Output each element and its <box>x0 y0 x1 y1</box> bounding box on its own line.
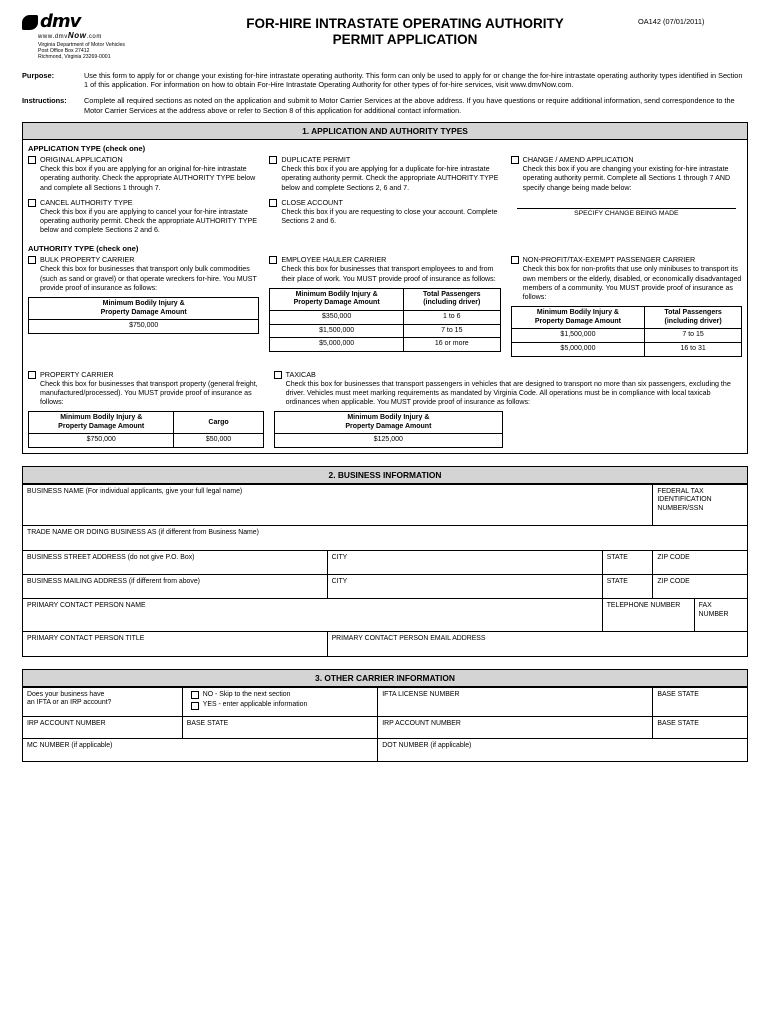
ifta-irp-answer-options[interactable] <box>182 687 377 716</box>
close-account-label: CLOSE ACCOUNT <box>281 197 343 207</box>
field-ifta-license-number[interactable]: IFTA LICENSE NUMBER <box>378 687 653 716</box>
field-mc-number[interactable]: MC NUMBER (if applicable) <box>23 739 378 761</box>
option-employee-hauler-carrier[interactable] <box>269 255 500 356</box>
table-row <box>511 329 741 343</box>
field-mailing-city[interactable]: CITY <box>327 575 602 599</box>
field-dot-number[interactable]: DOT NUMBER (if applicable) <box>378 739 747 761</box>
employee-passengers-2: 7 to 15 <box>403 324 500 338</box>
field-street-state[interactable]: STATE <box>602 550 653 574</box>
employee-header-right <box>403 288 500 310</box>
close-account-desc: Check this box if you are requesting to close your account. Complete Sections 2 and 6. <box>281 207 498 226</box>
checkbox-no[interactable] <box>191 691 199 699</box>
checkbox-cancel-authority-type[interactable] <box>28 199 36 207</box>
other-carrier-information-grid <box>23 687 747 761</box>
property-insurance-table <box>28 411 264 448</box>
nonprofit-header-left-line1: Minimum Bodily Injury & <box>536 309 619 317</box>
nonprofit-header-right <box>645 307 742 329</box>
table-row <box>23 526 747 550</box>
table-row <box>23 599 747 632</box>
checkbox-property-carrier[interactable] <box>28 371 36 379</box>
form-code: OA142 (07/01/2011) <box>638 17 705 26</box>
taxicab-amount: $125,000 <box>274 434 503 448</box>
agency-pobox: Post Office Box 27412 <box>38 48 90 55</box>
table-row <box>29 434 264 448</box>
section-1-title: 1. APPLICATION AND AUTHORITY TYPES <box>23 123 747 140</box>
table-row <box>23 716 747 738</box>
instructions-label: Instructions: <box>22 96 67 106</box>
page-title <box>172 14 638 48</box>
option-change-amend-application[interactable] <box>511 155 742 193</box>
field-mailing-state[interactable]: STATE <box>602 575 653 599</box>
cancel-authority-desc: Check this box if you are applying to cancel your for-hire intrastate operating authority permit. Check the appropriate AUTHORITY TYPE below and complete Sections 2 and 6. <box>40 207 257 235</box>
checkbox-duplicate-permit[interactable] <box>269 156 277 164</box>
employee-header-left-line2: Property Damage Amount <box>293 299 380 307</box>
employee-hauler-label: EMPLOYEE HAULER CARRIER <box>281 255 387 265</box>
employee-header-right-line2: (including driver) <box>423 299 481 307</box>
option-bulk-property-carrier[interactable] <box>28 255 259 356</box>
logo-url-post: .com <box>86 34 102 40</box>
employee-header-right-line1: Total Passengers <box>423 290 481 298</box>
section-1 <box>22 122 748 454</box>
option-yes[interactable] <box>187 701 373 710</box>
purpose-paragraph <box>22 71 748 90</box>
property-amount: $750,000 <box>29 434 174 448</box>
application-type-heading: APPLICATION TYPE (check one) <box>28 144 146 154</box>
property-carrier-label: PROPERTY CARRIER <box>40 369 114 379</box>
authority-type-heading: AUTHORITY TYPE (check one) <box>28 244 139 254</box>
bulk-table-header <box>29 298 259 320</box>
nonprofit-amount-2: $5,000,000 <box>511 343 645 357</box>
authority-type-row-2 <box>23 362 747 453</box>
business-information-grid <box>23 484 747 656</box>
field-business-name[interactable]: BUSINESS NAME (For individual applicants, give your full legal name) <box>23 485 653 526</box>
instructions-paragraph <box>22 96 748 115</box>
property-carrier-desc: Check this box for businesses that transport property (general freight, manufactured/processed). You MUST provide proof of insurance as follows: <box>40 379 258 407</box>
logo-mark <box>22 11 172 32</box>
option-original-application[interactable] <box>28 155 259 193</box>
table-row <box>270 338 500 352</box>
intro-block <box>0 61 770 116</box>
checkbox-nonprofit-passenger-carrier[interactable] <box>511 256 519 264</box>
property-header-left-line2: Property Damage Amount <box>58 422 145 430</box>
cancel-authority-label: CANCEL AUTHORITY TYPE <box>40 197 133 207</box>
taxicab-desc: Check this box for businesses that transport passengers in vehicles that are designed to transport no more than six passengers, excluding the driver. Vehicles must meet marking requirements as mandated by Virginia Code. All operations must be in compliance with local taxicab ordinances when applicable. You MUST provide proof of insurance as follows: <box>285 379 731 407</box>
checkbox-taxicab[interactable] <box>274 371 282 379</box>
original-application-label: ORIGINAL APPLICATION <box>40 155 123 165</box>
table-row <box>270 311 500 325</box>
checkbox-employee-hauler-carrier[interactable] <box>269 256 277 264</box>
logo-url <box>38 31 172 40</box>
dmv-logo <box>22 11 172 61</box>
nonprofit-label: NON-PROFIT/TAX-EXEMPT PASSENGER CARRIER <box>522 255 696 265</box>
duplicate-permit-label: DUPLICATE PERMIT <box>281 155 351 165</box>
logo-url-pre: www.dmv <box>38 34 68 40</box>
specify-change-area[interactable] <box>511 198 742 236</box>
application-type-row-2 <box>23 198 747 241</box>
table-row <box>270 324 500 338</box>
logo-url-now: Now <box>67 31 87 40</box>
field-fein[interactable]: FEDERAL TAX IDENTIFICATION NUMBER/SSN <box>653 485 747 526</box>
employee-passengers-1: 1 to 6 <box>403 311 500 325</box>
taxicab-header-line1: Minimum Bodily Injury & <box>347 414 430 422</box>
option-yes-label: YES - enter applicable information <box>202 701 308 709</box>
field-primary-contact-title[interactable]: PRIMARY CONTACT PERSON TITLE <box>23 632 327 656</box>
field-telephone-number[interactable]: TELEPHONE NUMBER <box>602 599 694 632</box>
field-street-city[interactable]: CITY <box>327 550 602 574</box>
instructions-text: Complete all required sections as noted on the application and submit to Motor Carrier Services at the above address. If you have questions or require additional information, send correspondence to the Motor Carrier Services at the address above or refer to Section 8 of this application for additional contact information. <box>84 96 735 115</box>
nonprofit-passengers-2: 16 to 31 <box>645 343 742 357</box>
employee-amount-2: $1,500,000 <box>270 324 404 338</box>
table-row <box>511 343 741 357</box>
section-2 <box>22 466 748 657</box>
employee-header-left <box>270 288 404 310</box>
property-cargo: $50,000 <box>174 434 263 448</box>
field-mailing-zip[interactable]: ZIP CODE <box>653 575 747 599</box>
ifta-irp-question <box>23 687 182 716</box>
option-cancel-authority-type[interactable] <box>28 198 259 236</box>
field-business-mailing-address[interactable]: BUSINESS MAILING ADDRESS (if different from above) <box>23 575 327 599</box>
purpose-text: Use this form to apply for or change your existing for-hire intrastate operating authority. This form can only be used to apply for or change the for-hire intrastate operating authority types identified in Section 1 of this application. For information on how to obtain For-Hire Intrastate Operating Authority for other types of for-hire services, visit www.dmvNow.com. <box>84 70 743 90</box>
duplicate-permit-desc: Check this box if you are applying for a duplicate for-hire intrastate operating authority permit. Check the appropriate AUTHORITY TYPE below and complete Sections 2, 6 and 7. <box>281 165 499 192</box>
bulk-header-line1: Minimum Bodily Injury & <box>102 300 185 308</box>
form-header <box>0 0 770 61</box>
employee-amount-3: $5,000,000 <box>270 338 404 352</box>
section-3 <box>22 669 748 762</box>
nonprofit-amount-1: $1,500,000 <box>511 329 645 343</box>
title-line-2: PERMIT APPLICATION <box>332 32 478 47</box>
agency-city-state-zip: Richmond, Virginia 23269-0001 <box>38 54 111 61</box>
employee-passengers-3: 16 or more <box>403 338 500 352</box>
section-3-title: 3. OTHER CARRIER INFORMATION <box>23 670 747 687</box>
option-duplicate-permit[interactable] <box>269 155 500 193</box>
field-primary-contact-email[interactable]: PRIMARY CONTACT PERSON EMAIL ADDRESS <box>327 632 747 656</box>
application-type-row-1 <box>23 155 747 198</box>
option-taxicab[interactable] <box>274 370 742 448</box>
checkbox-bulk-property-carrier[interactable] <box>28 256 36 264</box>
table-row <box>23 632 747 656</box>
field-trade-name[interactable]: TRADE NAME OR DOING BUSINESS AS (if different from Business Name) <box>23 526 747 550</box>
change-amend-label: CHANGE / AMEND APPLICATION <box>522 155 634 165</box>
table-row <box>23 739 747 761</box>
option-no[interactable] <box>187 691 373 700</box>
taxicab-table-header <box>274 412 503 434</box>
swoosh-icon <box>22 15 38 30</box>
employee-insurance-table <box>269 288 500 352</box>
property-header-left <box>29 412 174 434</box>
ifta-irp-question-line2: an IFTA or an IRP account? <box>27 699 112 707</box>
field-irp-base-state-right[interactable]: BASE STATE <box>653 716 747 738</box>
taxicab-label: TAXICAB <box>285 369 316 379</box>
taxicab-header-line2: Property Damage Amount <box>345 422 432 430</box>
bulk-property-label: BULK PROPERTY CARRIER <box>40 255 135 265</box>
nonprofit-header-right-line1: Total Passengers <box>664 309 722 317</box>
option-close-account[interactable] <box>269 198 500 236</box>
checkbox-yes[interactable] <box>191 702 199 710</box>
option-property-carrier[interactable] <box>28 370 264 448</box>
table-row <box>23 575 747 599</box>
nonprofit-insurance-table <box>511 306 742 356</box>
section-2-title: 2. BUSINESS INFORMATION <box>23 467 747 484</box>
agency-address <box>38 42 172 61</box>
nonprofit-header-left-line2: Property Damage Amount <box>534 317 621 325</box>
field-irp-account-number-left[interactable]: IRP ACCOUNT NUMBER <box>23 716 182 738</box>
purpose-label: Purpose: <box>22 70 55 80</box>
field-fax-number[interactable]: FAX NUMBER <box>694 599 747 632</box>
bulk-insurance-table <box>28 297 259 334</box>
table-row <box>23 550 747 574</box>
original-application-desc: Check this box if you are applying for an original for-hire intrastate operating authority. Check the appropriate AUTHORITY TYPE below and complete all Sections 1 through 7. <box>40 165 256 192</box>
bulk-amount: $750,000 <box>29 320 259 334</box>
field-street-zip[interactable]: ZIP CODE <box>653 550 747 574</box>
ifta-irp-question-line1: Does your business have <box>27 690 105 698</box>
nonprofit-passengers-1: 7 to 15 <box>645 329 742 343</box>
checkbox-change-amend-application[interactable] <box>511 156 519 164</box>
logo-text: dmv <box>40 11 81 32</box>
field-business-street-address[interactable]: BUSINESS STREET ADDRESS (do not give P.O. Box) <box>23 550 327 574</box>
field-ifta-base-state[interactable]: BASE STATE <box>653 687 747 716</box>
change-amend-desc: Check this box if you are changing your existing for-hire intrastate operating authority permit. Complete all Sections 1 through 7 AND specify change being made below: <box>522 165 731 192</box>
field-irp-account-number-right[interactable]: IRP ACCOUNT NUMBER <box>378 716 653 738</box>
employee-hauler-desc: Check this box for businesses that transport employees to and from their place of work. You MUST provide proof of insurance as follows: <box>281 265 496 283</box>
title-line-1: FOR-HIRE INTRASTATE OPERATING AUTHORITY <box>246 16 564 31</box>
specify-change-label: SPECIFY CHANGE BEING MADE <box>517 208 736 217</box>
table-row <box>23 687 747 716</box>
checkbox-original-application[interactable] <box>28 156 36 164</box>
option-no-label: NO - Skip to the next section <box>202 690 291 698</box>
field-primary-contact-name[interactable]: PRIMARY CONTACT PERSON NAME <box>23 599 602 632</box>
taxicab-insurance-table <box>274 411 504 448</box>
nonprofit-header-right-line2: (including driver) <box>664 317 722 325</box>
employee-header-left-line1: Minimum Bodily Injury & <box>295 290 378 298</box>
checkbox-close-account[interactable] <box>269 199 277 207</box>
nonprofit-desc: Check this box for non-profits that use only minibuses to transport its own members or the elderly, disabled, or economically disadvantaged members of a community. You MUST provide proof of insurance as follows: <box>522 265 742 302</box>
option-nonprofit-passenger-carrier[interactable] <box>511 255 742 356</box>
field-irp-base-state-left[interactable]: BASE STATE <box>182 716 377 738</box>
nonprofit-header-left <box>511 307 645 329</box>
employee-amount-1: $350,000 <box>270 311 404 325</box>
property-header-right: Cargo <box>174 412 263 434</box>
table-row <box>23 485 747 526</box>
bulk-property-desc: Check this box for businesses that transport only bulk commodities (such as sand or gravel) or that operate wreckers for-hire. You MUST provide proof of insurance as follows: <box>40 265 257 292</box>
agency-name: Virginia Department of Motor Vehicles <box>38 42 125 48</box>
property-header-left-line1: Minimum Bodily Injury & <box>60 414 143 422</box>
authority-type-row-1 <box>23 255 747 361</box>
bulk-header-line2: Property Damage Amount <box>100 308 187 316</box>
